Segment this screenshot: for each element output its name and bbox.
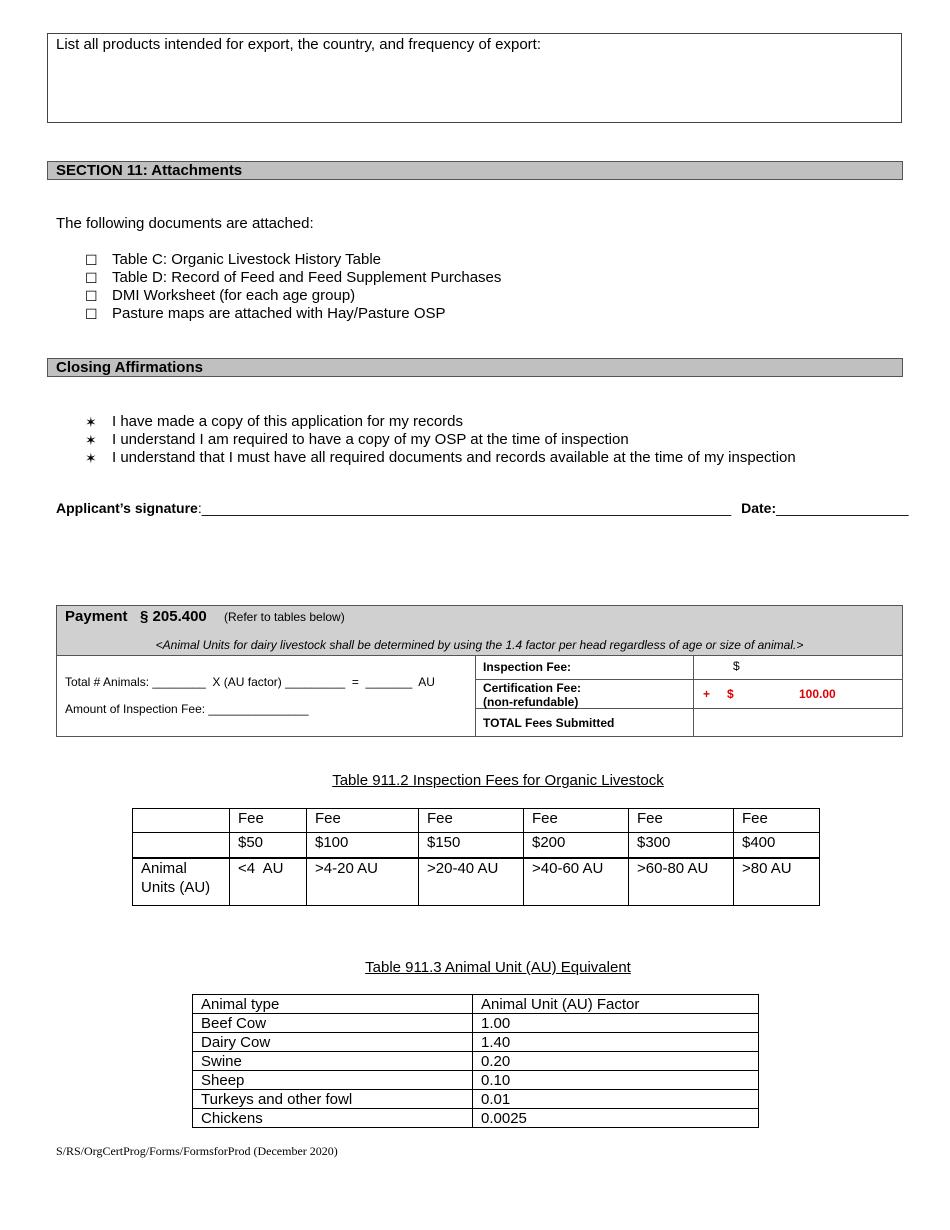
- table-cell: $150: [419, 833, 524, 858]
- table-cell: 1.00: [473, 1014, 759, 1033]
- checkbox-icon[interactable]: ☐: [85, 270, 98, 286]
- table-cell: >80 AU: [734, 858, 820, 906]
- inspection-fees-caption: Table 911.2 Inspection Fees for Organic Livestock: [332, 772, 664, 789]
- table-cell: Fee: [524, 809, 629, 833]
- inspection-amount-field[interactable]: Amount of Inspection Fee: _______________: [65, 702, 309, 716]
- list-item: ✶ I understand I am required to have a copy of my OSP at the time of inspection: [85, 431, 629, 448]
- certification-fee-amount: 100.00: [799, 687, 836, 701]
- table-cell: 0.10: [473, 1071, 759, 1090]
- table-cell: Fee: [629, 809, 734, 833]
- table-cell: Fee: [419, 809, 524, 833]
- certification-fee-label: Certification Fee:: [483, 681, 582, 695]
- table-cell: Swine: [193, 1052, 473, 1071]
- list-item: ✶ I have made a copy of this application for my records: [85, 413, 464, 430]
- table-cell: $50: [230, 833, 307, 858]
- au-equivalent-table: [192, 994, 759, 1128]
- payment-title: Payment § 205.400: [65, 608, 207, 625]
- affirmations-list: [85, 413, 796, 467]
- total-animals-field[interactable]: Total # Animals: ________ X (AU factor) _________ = _______ AU: [65, 675, 435, 689]
- table-row: [133, 858, 820, 906]
- table-row: [193, 995, 759, 1014]
- table-cell: <4 AU: [230, 858, 307, 906]
- table-row: [193, 1109, 759, 1128]
- fee-calculation: [57, 655, 476, 737]
- table-row: [193, 1033, 759, 1052]
- certification-fee-row: [475, 680, 903, 709]
- date-field[interactable]: _________________: [776, 500, 909, 516]
- total-fees-row: [475, 709, 903, 737]
- closing-affirmations-header: Closing Affirmations: [47, 358, 903, 377]
- signature-field[interactable]: :____________________________________________________________________: [197, 500, 732, 516]
- export-prompt: List all products intended for export, the country, and frequency of export:: [56, 36, 542, 53]
- table-header-cell: Animal type: [193, 995, 473, 1014]
- table-cell: $100: [307, 833, 419, 858]
- table-cell: >60-80 AU: [629, 858, 734, 906]
- table-row: [133, 809, 820, 833]
- animal-units-note: <Animal Units for dairy livestock shall be determined by using the 1.4 factor per head regardless of age or size of animal.>: [155, 638, 804, 652]
- inspection-fees-table: [132, 808, 820, 906]
- export-products-textbox[interactable]: [47, 33, 902, 123]
- list-item: ☐ DMI Worksheet (for each age group): [85, 287, 356, 304]
- attachments-intro: The following documents are attached:: [56, 215, 314, 232]
- table-cell: 1.40: [473, 1033, 759, 1052]
- asterisk-bullet-icon: ✶: [85, 414, 97, 430]
- table-cell: [133, 809, 230, 833]
- list-item: ✶ I understand that I must have all required documents and records available at the time of my inspection: [85, 449, 796, 466]
- table-cell: [133, 833, 230, 858]
- table-cell: Turkeys and other fowl: [193, 1090, 473, 1109]
- plus-sign: +: [703, 687, 711, 701]
- asterisk-bullet-icon: ✶: [85, 432, 97, 448]
- table-row: [193, 1052, 759, 1071]
- total-fees-label: TOTAL Fees Submitted: [483, 716, 615, 730]
- table-cell: Beef Cow: [193, 1014, 473, 1033]
- signature-row: [56, 500, 909, 516]
- table-cell: >20-40 AU: [419, 858, 524, 906]
- table-cell: >40-60 AU: [524, 858, 629, 906]
- asterisk-bullet-icon: ✶: [85, 450, 97, 466]
- table-cell: 0.01: [473, 1090, 759, 1109]
- payment-note: (Refer to tables below): [224, 610, 345, 624]
- checkbox-icon[interactable]: ☐: [85, 288, 98, 304]
- table-cell: Fee: [734, 809, 820, 833]
- checkbox-icon[interactable]: ☐: [85, 252, 98, 268]
- fee-summary: [475, 655, 903, 737]
- table-row: [133, 833, 820, 858]
- certification-fee-sublabel: (non-refundable): [483, 695, 579, 709]
- inspection-fee-row: [475, 655, 903, 680]
- table-cell: Fee: [307, 809, 419, 833]
- table-cell: $300: [629, 833, 734, 858]
- list-item: ☐ Pasture maps are attached with Hay/Pasture OSP: [85, 305, 446, 322]
- list-item: ☐ Table C: Organic Livestock History Table: [85, 251, 382, 268]
- table-cell: 0.0025: [473, 1109, 759, 1128]
- table-header-cell: Animal Unit (AU) Factor: [473, 995, 759, 1014]
- payment-box: [56, 605, 903, 737]
- total-fees-field[interactable]: [699, 711, 895, 735]
- attachments-list: [85, 251, 501, 323]
- signature-label: Applicant’s signature: [56, 500, 198, 516]
- table-row: [193, 1014, 759, 1033]
- inspection-fee-value[interactable]: $: [733, 659, 740, 673]
- au-equivalent-caption: Table 911.3 Animal Unit (AU) Equivalent: [365, 959, 631, 976]
- list-item: ☐ Table D: Record of Feed and Feed Supplement Purchases: [85, 269, 502, 286]
- checkbox-icon[interactable]: ☐: [85, 306, 98, 322]
- inspection-fee-label: Inspection Fee:: [483, 660, 572, 674]
- table-cell: $400: [734, 833, 820, 858]
- table-row: [193, 1090, 759, 1109]
- table-cell: Animal Units (AU): [133, 858, 230, 906]
- table-cell: $200: [524, 833, 629, 858]
- table-cell: >4-20 AU: [307, 858, 419, 906]
- table-cell: Fee: [230, 809, 307, 833]
- table-cell: Chickens: [193, 1109, 473, 1128]
- table-row: [193, 1071, 759, 1090]
- certification-currency: $: [727, 687, 734, 701]
- section-11-header: SECTION 11: Attachments: [47, 161, 903, 180]
- table-cell: Dairy Cow: [193, 1033, 473, 1052]
- document-footer: S/RS/OrgCertProg/Forms/FormsforProd (December 2020): [56, 1144, 338, 1158]
- table-cell: 0.20: [473, 1052, 759, 1071]
- date-label: Date:: [741, 500, 777, 516]
- payment-header: [57, 606, 902, 656]
- table-cell: Sheep: [193, 1071, 473, 1090]
